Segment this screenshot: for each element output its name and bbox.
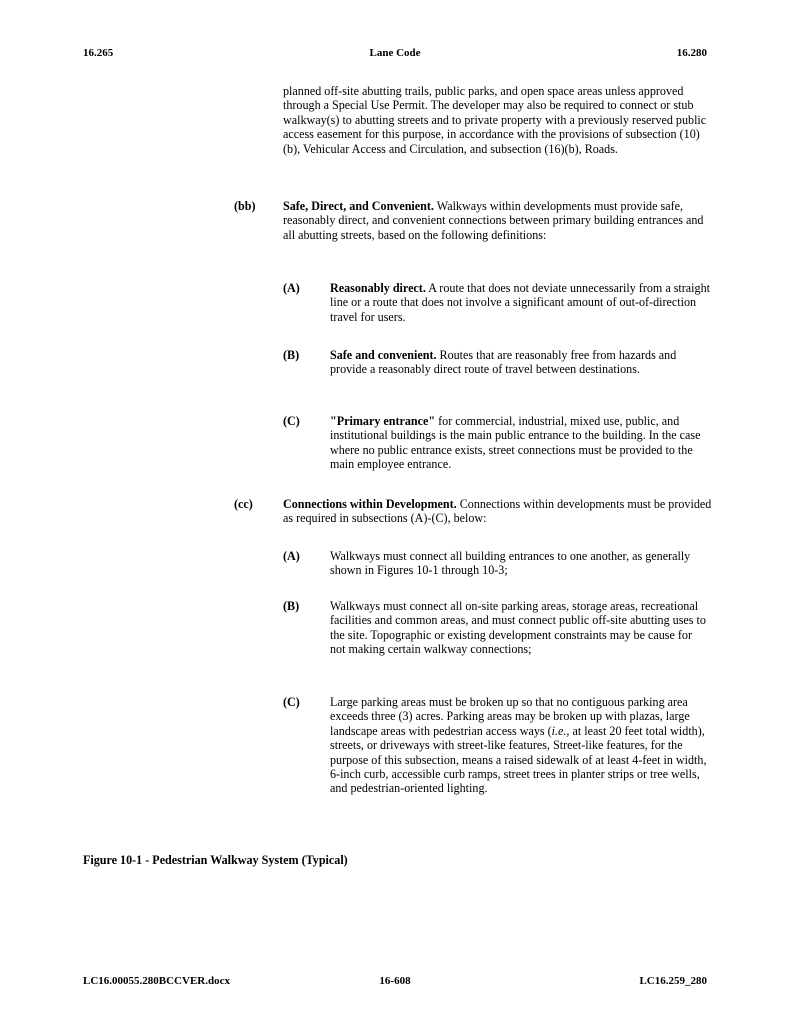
cc-text: Connections within developments must be provided as required in subsections (A)-(C), below: — [283, 497, 712, 526]
bb-paragraph — [283, 199, 713, 242]
cc-label: (cc) — [234, 497, 253, 511]
cc-b-paragraph: Walkways must connect all on-site parking areas, storage areas, recreational facilities and common areas, and must connect public off-site abutting uses to the site. Topographic or existing development constraints may be cause for not making certain walkway connections; — [330, 599, 706, 657]
bb-c-text: for commercial, industrial, mixed use, public, and institutional buildings is the main public entrance to the building. In the case where no public entrance exists, street connections must be provided to the main employee entrance. — [330, 414, 701, 472]
footer-page-number: 16-608 — [379, 975, 411, 987]
bb-a-paragraph — [330, 281, 710, 324]
bb-title: Safe, Direct, and Convenient. — [283, 199, 434, 213]
intro-paragraph: planned off-site abutting trails, public parks, and open space areas unless approved through a Special Use Permit. The developer may also be required to connect or stub walkway(s) to abutting streets and to private property with a previously reserved public access easement for this purpose, in accordance with the provisions of subsection (10)(b), Vehicular Access and Circulation, and subsection (16)(b), Roads. — [283, 84, 707, 156]
cc-c-label: (C) — [283, 695, 300, 709]
figure-caption: Figure 10-1 - Pedestrian Walkway System (Typical) — [83, 853, 348, 867]
bb-a-title: Reasonably direct. — [330, 281, 426, 295]
bb-c-paragraph — [330, 414, 710, 472]
cc-c-text-post: at least 20 feet total width), streets, or driveways with street-like features, Street-like features, for the purpose of this subsection, means a raised sidewalk of at least 4-feet in width, 6-inch curb, accessible curb ramps, street trees in planter strips or tree wells, and pedestrian-oriented lighting. — [330, 723, 707, 796]
bb-a-text: A route that does not deviate unnecessarily from a straight line or a route that does not involve a significant amount of out-of-direction travel for users. — [330, 281, 710, 324]
cc-title: Connections within Development. — [283, 497, 457, 511]
header-title: Lane Code — [369, 47, 421, 59]
cc-c-text-italic: i.e., — [551, 723, 570, 738]
bb-c-title: "Primary entrance" — [330, 414, 436, 428]
bb-b-title: Safe and convenient. — [330, 348, 437, 362]
header-section-end: 16.280 — [676, 47, 707, 59]
bb-c-label: (C) — [283, 414, 300, 428]
footer-filename: LC16.00055.280BCCVER.docx — [83, 975, 230, 987]
cc-paragraph — [283, 497, 713, 526]
cc-b-label: (B) — [283, 599, 300, 613]
cc-a-label: (A) — [283, 549, 300, 563]
cc-c-paragraph — [330, 695, 710, 796]
bb-text: Walkways within developments must provide safe, reasonably direct, and convenient connections between primary building entrances and all abutting streets, based on the following definitions: — [283, 199, 704, 242]
header-section-start: 16.265 — [83, 47, 114, 59]
bb-label: (bb) — [234, 199, 256, 213]
cc-a-paragraph: Walkways must connect all building entrances to one another, as generally shown in Figures 10-1 through 10-3; — [330, 549, 691, 578]
footer-reference: LC16.259_280 — [639, 975, 707, 987]
bb-a-label: (A) — [283, 281, 300, 295]
cc-c-text-pre: Large parking areas must be broken up so that no contiguous parking area exceeds three (3) acres. Parking areas may be broken up with plazas, large landscape areas with pedestrian access ways ( — [330, 695, 690, 738]
bb-b-text: Routes that are reasonably free from hazards and provide a reasonably direct route of travel between destinations. — [330, 348, 677, 377]
bb-b-label: (B) — [283, 348, 300, 362]
bb-b-paragraph — [330, 348, 710, 377]
